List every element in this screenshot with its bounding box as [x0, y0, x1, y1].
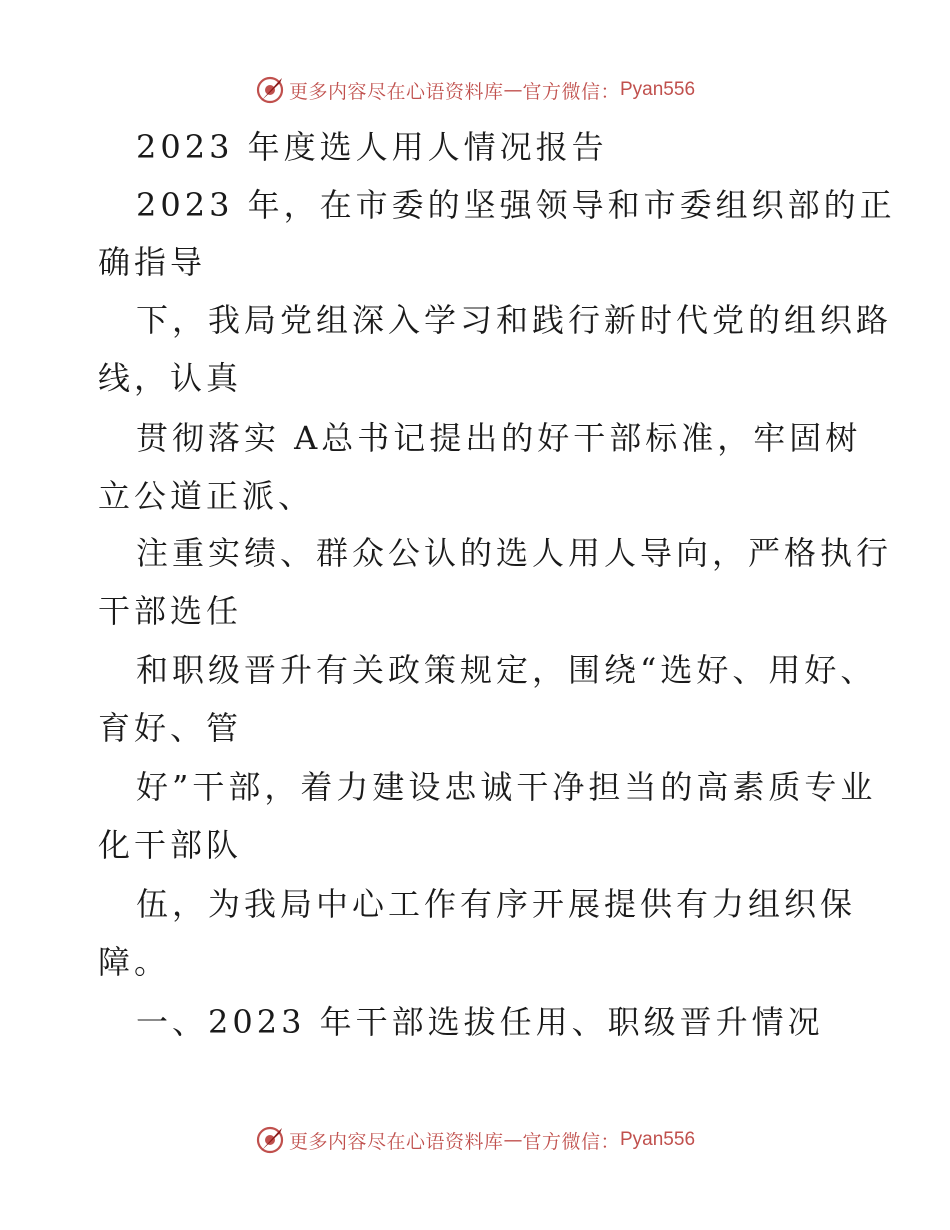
- watermark-handle: Pyan556: [620, 79, 696, 100]
- paragraph-line: 和职级晋升有关政策规定，围绕“选好、用好、: [136, 651, 877, 689]
- paragraph-line: 贯彻落实 A总书记提出的好干部标准，牢固树: [136, 419, 862, 457]
- paragraph-line: 化干部队: [98, 826, 243, 864]
- paragraph-line: 育好、管: [98, 709, 243, 747]
- watermark-wechat-label: 官方微信：: [522, 1130, 620, 1153]
- watermark-site-text: 更多内容尽在心语资料库: [288, 80, 504, 103]
- quill-logo-icon: [255, 1125, 285, 1155]
- watermark-separator: —: [503, 1129, 523, 1151]
- paragraph-line: 确指导: [98, 243, 207, 281]
- footer-watermark: [0, 1120, 950, 1160]
- paragraph-line: 障。: [98, 943, 171, 981]
- paragraph-line: 干部选任: [98, 592, 243, 630]
- watermark-handle: Pyan556: [620, 1129, 696, 1150]
- paragraph-line: 线，认真: [98, 359, 243, 397]
- watermark-separator: —: [503, 79, 523, 101]
- paragraph-line: 下，我局党组深入学习和践行新时代党的组织路: [136, 301, 893, 339]
- paragraph-line: 2023 年，在市委的坚强领导和市委组织部的正: [136, 186, 896, 224]
- paragraph-line: 伍，为我局中心工作有序开展提供有力组织保: [136, 885, 857, 923]
- document-title: 2023 年度选人用人情况报告: [136, 128, 608, 166]
- watermark-site-text: 更多内容尽在心语资料库: [288, 1130, 504, 1153]
- paragraph-line: 注重实绩、群众公认的选人用人导向，严格执行: [136, 534, 893, 572]
- section-heading: 一、2023 年干部选拔任用、职级晋升情况: [136, 1003, 824, 1041]
- watermark-wechat-label: 官方微信：: [522, 80, 620, 103]
- paragraph-line: 立公道正派、: [98, 477, 315, 515]
- paragraph-line: 好”干部，着力建设忠诚干净担当的高素质专业: [136, 768, 877, 806]
